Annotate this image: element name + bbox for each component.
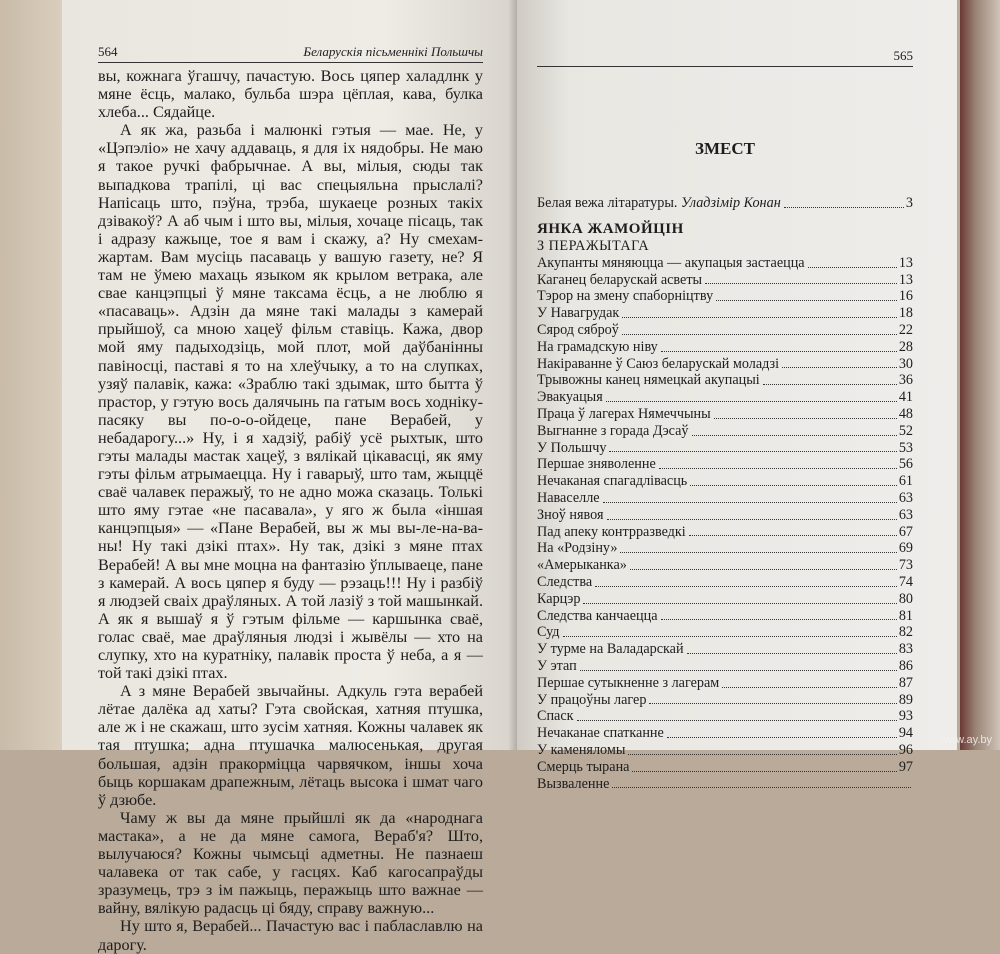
toc-entry-page: 63 xyxy=(898,506,913,523)
leader-dots xyxy=(620,552,896,553)
toc-entry xyxy=(537,776,913,793)
leader-dots xyxy=(705,283,897,284)
leader-dots xyxy=(595,586,897,587)
running-title: Беларускія пісьменнікі Польшчы xyxy=(303,44,483,59)
toc-entry-title: Нечаканая спагадлівасць xyxy=(537,473,688,490)
toc-entry-page: 69 xyxy=(898,540,913,557)
toc-entry xyxy=(537,473,913,490)
leader-dots xyxy=(630,569,897,570)
toc-entry xyxy=(537,339,913,356)
toc-entry xyxy=(537,255,913,272)
toc-entry-page: 41 xyxy=(898,389,913,406)
toc-entry xyxy=(537,742,913,759)
toc-entry-title: Тэрор на змену спаборніцтву xyxy=(537,288,714,305)
toc-entry-title: У працоўны лагер xyxy=(537,691,647,708)
toc-entry-title: У этап xyxy=(537,657,577,674)
leader-dots xyxy=(612,787,911,788)
book-cover-edge xyxy=(960,0,1000,750)
toc-entry-title: Першае сутыкненне з лагерам xyxy=(537,674,720,691)
watermark: www.ay.by xyxy=(940,734,992,746)
toc-entry-title: Трывожны канец нямецкай акупацыі xyxy=(537,372,760,389)
toc-entry-title: Акупанты мяняюцца — акупацыя застаецца xyxy=(537,254,805,271)
toc-entry-title: У каменяломы xyxy=(537,741,626,758)
toc-entry-page: 18 xyxy=(898,305,913,322)
toc-entry-page: 16 xyxy=(898,288,913,305)
toc-entry xyxy=(537,624,913,641)
toc-entry-page: 13 xyxy=(898,254,913,271)
toc-entry-title: «Амерыканка» xyxy=(537,557,627,574)
toc-entry-page: 36 xyxy=(898,372,913,389)
leader-dots xyxy=(563,636,897,637)
toc-entry-title: Накіраванне ў Саюз беларускай моладзі xyxy=(537,355,780,372)
toc-entry-page: 67 xyxy=(898,523,913,540)
toc-entry-page: 74 xyxy=(898,573,913,590)
toc-entry-title: Карцэр xyxy=(537,590,581,607)
toc-entry-title: Праца ў лагерах Нямеччыны xyxy=(537,405,711,422)
left-body-text xyxy=(98,67,483,954)
toc-entry-page: 56 xyxy=(898,456,913,473)
toc-entry xyxy=(537,524,913,541)
leader-dots xyxy=(649,703,896,704)
leader-dots xyxy=(603,502,897,503)
toc-entry-page: 80 xyxy=(898,590,913,607)
toc-entry xyxy=(537,759,913,776)
toc-entry xyxy=(537,692,913,709)
toc-intro-label: Белая вежа літаратуры. xyxy=(537,195,678,211)
toc-entry-page: 73 xyxy=(898,557,913,574)
toc-entry-title: Першае зняволенне xyxy=(537,456,656,473)
toc-entry-page: 61 xyxy=(898,473,913,490)
toc-intro-author: Уладзімір Конан xyxy=(681,195,781,211)
toc-entry-page: 96 xyxy=(898,741,913,758)
toc-entry xyxy=(537,574,913,591)
toc-entry-page: 63 xyxy=(898,489,913,506)
body-paragraph: А як жа, разьба і малюнкі гэтыя — мае. Не, у «Цэпэліо» не хачу аддаваць, я для іх нядобры. Не маю я такое ручкі фабрычнае. А вы, мілыя, сюды так выпадкова трапілі, ці вас спецыяльна прыслалі? Напісаць што, пэўна, трэба, шукаеце розных такіх дзівакоў? А аб чым і што вы, мілыя, хочаце пісаць, так і адразу кажыце, тое я вам і скажу, а? Ну смехам-жартам. Вам мусіць пасаваць у вашую газету, не? Я там не ўмею махаць языком як крылом ветрака, але свае канцэпцыі ў мяне таксама ёсць, а не люблю я «пасаваць». Адзін да мяне такі малады з камерай прыйшоў, са мною хацеў фільм ставіць. Кажа, двор мой яму падыходзіць, мой плот, мой даўбанінны павіносці, паставі я то на хлеўчыку, а то на слупках, узяў палавік, кажа: «Зраблю такі здымак, што бытта ў прастор, у гэтую вось далячынь па гатым вось ходнікy-пасяку вы по-о-о-ойдеце, пане Верабей, у небадарогу...» Ну, і я хадзіў, рабіў усё рыхтык, што гэты малады мастак хацеў, з вялікай цікавасці, як яму гэты фільм атрымаецца. Ну і гаварыў, што там, жыццё сваё чалавек перажыў, то не адно можа сказаць. Толькі што яму гэтае «не пасавала», у яго ж была «іншая канцэпцыя» — «Пане Верабей, вы ж мы вы-ле-на-ва-ны! Ну такі дзікі птах». Ну так, дзікі з мяне птах Верабей! А вы мне моцна на фантазію ўплываеце, пане з камерай. А вось цяпер я буду — рэзаць!!! Ну і разбіў я людзей сваіх драўляных. А той лазіў з той машынкай. А як я вышаў я ў гэтым фільме — каршынка сваё, голас сваё, мае драўляныя людзі і жывёлы — хто на слупку, хто на куратніку, палавік проста ў неба, а я — той такі дзікі птах. xyxy=(98,121,483,683)
toc-entry-page: 97 xyxy=(898,758,913,775)
toc-entry xyxy=(537,305,913,322)
leader-dots xyxy=(661,619,897,620)
toc-entry-page: 83 xyxy=(898,641,913,658)
leader-dots xyxy=(763,384,897,385)
toc-entry-title: У Навагрудак xyxy=(537,305,620,322)
toc-entry xyxy=(537,406,913,423)
toc-entry xyxy=(537,356,913,373)
leader-dots xyxy=(628,754,896,755)
table-surface xyxy=(0,0,70,750)
toc-section-heading: З ПЕРАЖЫТАГА xyxy=(537,237,650,254)
toc-entry xyxy=(537,540,913,557)
toc-entry-page: 93 xyxy=(898,708,913,725)
toc-entry-title: Вызваленне xyxy=(537,775,610,792)
toc-entry-page: 89 xyxy=(898,691,913,708)
leader-dots xyxy=(808,267,897,268)
toc-entry-title: Суд xyxy=(537,624,560,641)
toc-entry-title: На «Родзіну» xyxy=(537,540,618,557)
toc-entry-title: Пад апеку контрразведкі xyxy=(537,523,686,540)
toc-heading: ЗМЕСТ xyxy=(695,139,755,158)
toc-list xyxy=(537,255,913,793)
leader-dots xyxy=(687,653,897,654)
toc-entry-title: Сярод сяброў xyxy=(537,321,619,338)
body-paragraph: А з мяне Верабей звычайны. Адкуль гэта верабей лётае далёка ад хаты? Гэта свойская, хатняя птушка, але ж і не скажаш, што зусім хатняя. Кожны чалавек як тая птушка; адна птушачка малюсенькая, другая большая, адзін пракорміцца чарвячком, іншы хоча быць коршакам драпежным, лётаць высока і шмат чаго ў дзюбе. xyxy=(98,682,483,809)
leader-dots xyxy=(622,334,897,335)
body-paragraph: Ну што я, Верабей... Пачастую вас і паблаславлю на дарогу. xyxy=(98,917,483,954)
leader-dots xyxy=(661,351,897,352)
leader-dots xyxy=(632,771,896,772)
leader-dots xyxy=(716,300,897,301)
toc-entry-title: У турме на Валадарскай xyxy=(537,641,684,658)
leader-dots xyxy=(689,535,897,536)
toc-entry-title: Выгнанне з горада Дэсаў xyxy=(537,422,689,439)
toc-author-heading: ЯНКА ЖАМОЙЦІН xyxy=(537,220,684,237)
toc-entry-page: 22 xyxy=(898,321,913,338)
toc-entry-page: 53 xyxy=(898,439,913,456)
toc-entry xyxy=(537,675,913,692)
leader-dots xyxy=(609,451,896,452)
leader-dots xyxy=(659,468,897,469)
toc-entry-title: Зноў нявоя xyxy=(537,506,604,523)
toc-entry xyxy=(537,322,913,339)
left-page xyxy=(62,0,517,954)
leader-dots xyxy=(607,519,897,520)
toc-entry-page: 86 xyxy=(898,657,913,674)
toc-entry-title: Каганец беларускай асветы xyxy=(537,271,703,288)
toc-entry xyxy=(537,708,913,725)
toc-entry-page: 48 xyxy=(898,405,913,422)
body-paragraph: Чаму ж вы да мяне прыйшлі як да «народнага мастака», а не да мяне самога, Вераб'я? Што, вылучаюся? Кожны чымсьці адметны. Не пазнаеш чалавека от так сабе, у гасцях. Каб кагосапраўды зразумець, трэ з ім пажыць, перажыць што важнае — вайну, вялікую радасць ці бяду, справу важную... xyxy=(98,808,483,918)
toc-entry-title: Следства канчаецца xyxy=(537,607,658,624)
toc-entry xyxy=(537,372,913,389)
right-page-number: 565 xyxy=(537,48,913,67)
toc-entry-title: Следства xyxy=(537,573,593,590)
toc-entry xyxy=(537,440,913,457)
toc-entry-title: Нечаканае спатканне xyxy=(537,725,664,742)
leader-dots xyxy=(714,418,897,419)
toc-entry xyxy=(537,608,913,625)
toc-entry xyxy=(537,641,913,658)
toc-entry-page: 87 xyxy=(898,674,913,691)
toc-entry-title: Наваселле xyxy=(537,489,600,506)
toc-entry-page: 82 xyxy=(898,624,913,641)
toc-entry xyxy=(537,288,913,305)
leader-dots xyxy=(577,720,897,721)
leader-dots xyxy=(622,317,897,318)
toc-entry-page: 13 xyxy=(898,271,913,288)
toc-entry xyxy=(537,557,913,574)
leader-dots xyxy=(690,485,897,486)
toc-entry-page: 81 xyxy=(898,607,913,624)
toc-entry-title: На грамадскую ніву xyxy=(537,338,658,355)
toc-entry xyxy=(537,272,913,289)
toc-entry-page: 28 xyxy=(898,338,913,355)
leader-dots xyxy=(606,401,897,402)
leader-dots xyxy=(667,737,897,738)
toc-entry xyxy=(537,423,913,440)
toc-entry xyxy=(537,591,913,608)
toc-intro-entry xyxy=(537,195,913,212)
toc-entry-page: 52 xyxy=(898,422,913,439)
left-running-head xyxy=(98,44,483,63)
toc-entry-title: У Польшчу xyxy=(537,439,607,456)
toc-entry-title: Смерць тырана xyxy=(537,758,630,775)
leader-dots xyxy=(580,670,897,671)
toc-entry-title: Спаск xyxy=(537,708,574,725)
toc-entry-title: Эвакуацыя xyxy=(537,389,603,406)
body-paragraph: вы, кожнага ўгашчу, пачастую. Вось цяпер халадлнк у мяне ёсць, малако, бульба шэра цёплая, кава, булка хлеба... Сядайце. xyxy=(98,67,483,122)
toc-intro-page: 3 xyxy=(905,195,913,211)
toc-entry xyxy=(537,658,913,675)
leader-dots xyxy=(722,687,897,688)
toc-entry xyxy=(537,490,913,507)
leader-dots xyxy=(782,367,897,368)
leader-dots xyxy=(583,603,896,604)
toc-entry xyxy=(537,389,913,406)
toc-entry xyxy=(537,456,913,473)
toc-entry-page: 30 xyxy=(898,355,913,372)
toc-entry-page: 94 xyxy=(898,725,913,742)
right-page xyxy=(517,0,957,792)
toc-entry xyxy=(537,507,913,524)
toc-entry xyxy=(537,725,913,742)
left-page-number: 564 xyxy=(98,44,118,59)
leader-dots xyxy=(692,435,897,436)
leader-dots xyxy=(784,207,904,208)
